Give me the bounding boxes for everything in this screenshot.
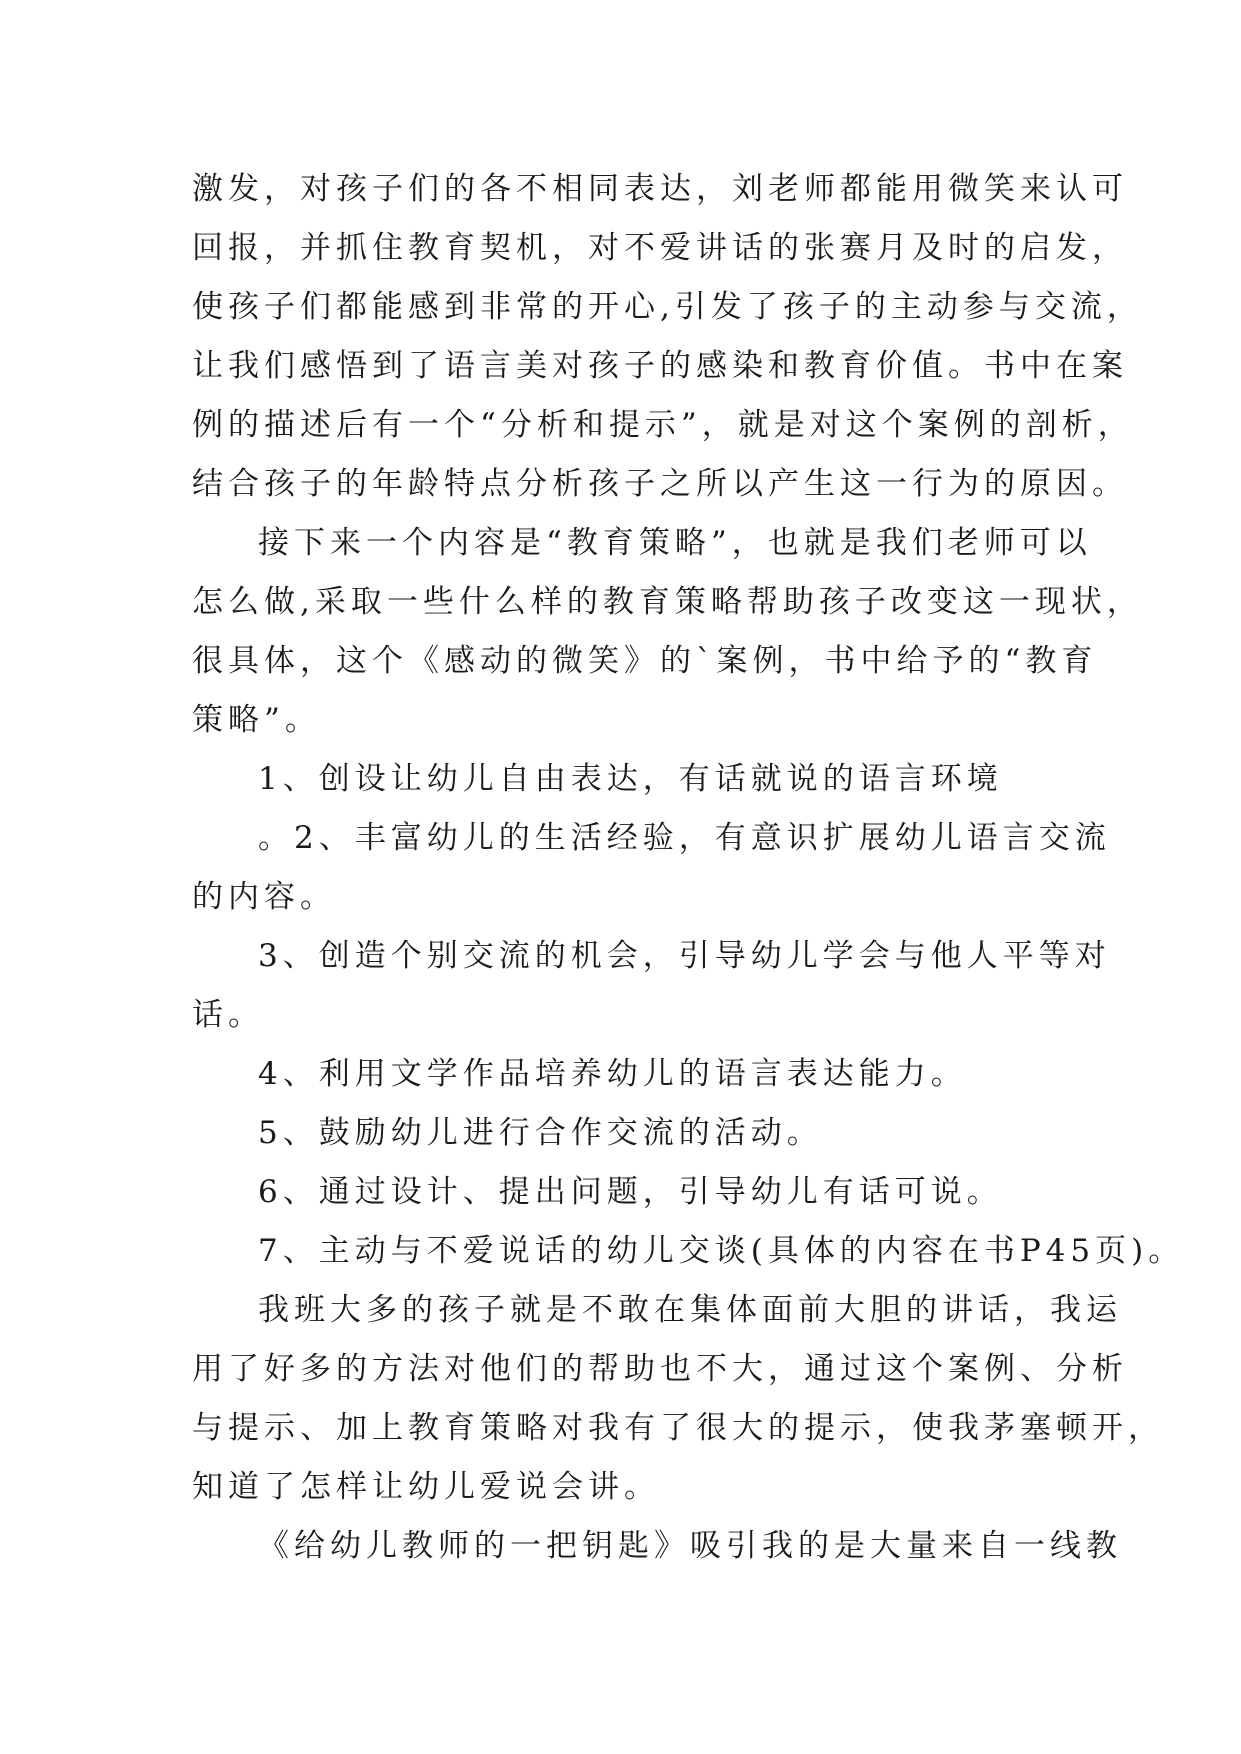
list-item: 1、创设让幼儿自由表达，有话就说的语言环境 (258, 761, 1003, 797)
text-line: 怎么做,采取一些什么样的教育策略帮助孩子改变这一现状， (192, 584, 1143, 620)
text-line: 结合孩子的年龄特点分析孩子之所以产生这一行为的原因。 (192, 466, 1128, 502)
text-line: 很具体，这个《感动的微笑》的`案例，书中给予的“教育 (192, 643, 1098, 679)
text-line: 接下来一个内容是“教育策略”，也就是我们老师可以 (258, 525, 1092, 561)
list-item: 7、主动与不爱说话的幼儿交谈(具体的内容在书P45页)。 (258, 1233, 1185, 1269)
text-line: 激发，对孩子们的各不相同表达，刘老师都能用微笑来认可 (192, 171, 1128, 207)
text-line: 策略”。 (192, 702, 321, 738)
text-line: 回报，并抓住教育契机，对不爱讲话的张赛月及时的启发， (192, 230, 1128, 266)
text-line: 让我们感悟到了语言美对孩子的感染和教育价值。书中在案 (192, 348, 1128, 384)
body-text (192, 160, 1185, 1576)
list-item: 4、利用文学作品培养幼儿的语言表达能力。 (258, 1056, 967, 1092)
text-line: 我班大多的孩子就是不敢在集体面前大胆的讲话，我运 (258, 1292, 1122, 1328)
text-line: 与提示、加上教育策略对我有了很大的提示，使我茅塞顿开， (192, 1410, 1164, 1446)
list-item: 6、通过设计、提出问题，引导幼儿有话可说。 (258, 1174, 1003, 1210)
list-item: 5、鼓励幼儿进行合作交流的活动。 (258, 1115, 823, 1151)
text-line: 《给幼儿教师的一把钥匙》吸引我的是大量来自一线教 (258, 1528, 1122, 1564)
text-line: 话。 (192, 997, 264, 1033)
list-item: 。2、丰富幼儿的生活经验，有意识扩展幼儿语言交流 (258, 820, 1111, 856)
text-line: 用了好多的方法对他们的帮助也不大，通过这个案例、分析 (192, 1351, 1128, 1387)
text-line: 例的描述后有一个“分析和提示”，就是对这个案例的剖析， (192, 407, 1134, 443)
list-item: 3、创造个别交流的机会，引导幼儿学会与他人平等对 (258, 938, 1111, 974)
text-line: 的内容。 (192, 879, 336, 915)
text-line: 使孩子们都能感到非常的开心,引发了孩子的主动参与交流， (192, 289, 1143, 325)
text-line: 知道了怎样让幼儿爱说会讲。 (192, 1469, 660, 1505)
